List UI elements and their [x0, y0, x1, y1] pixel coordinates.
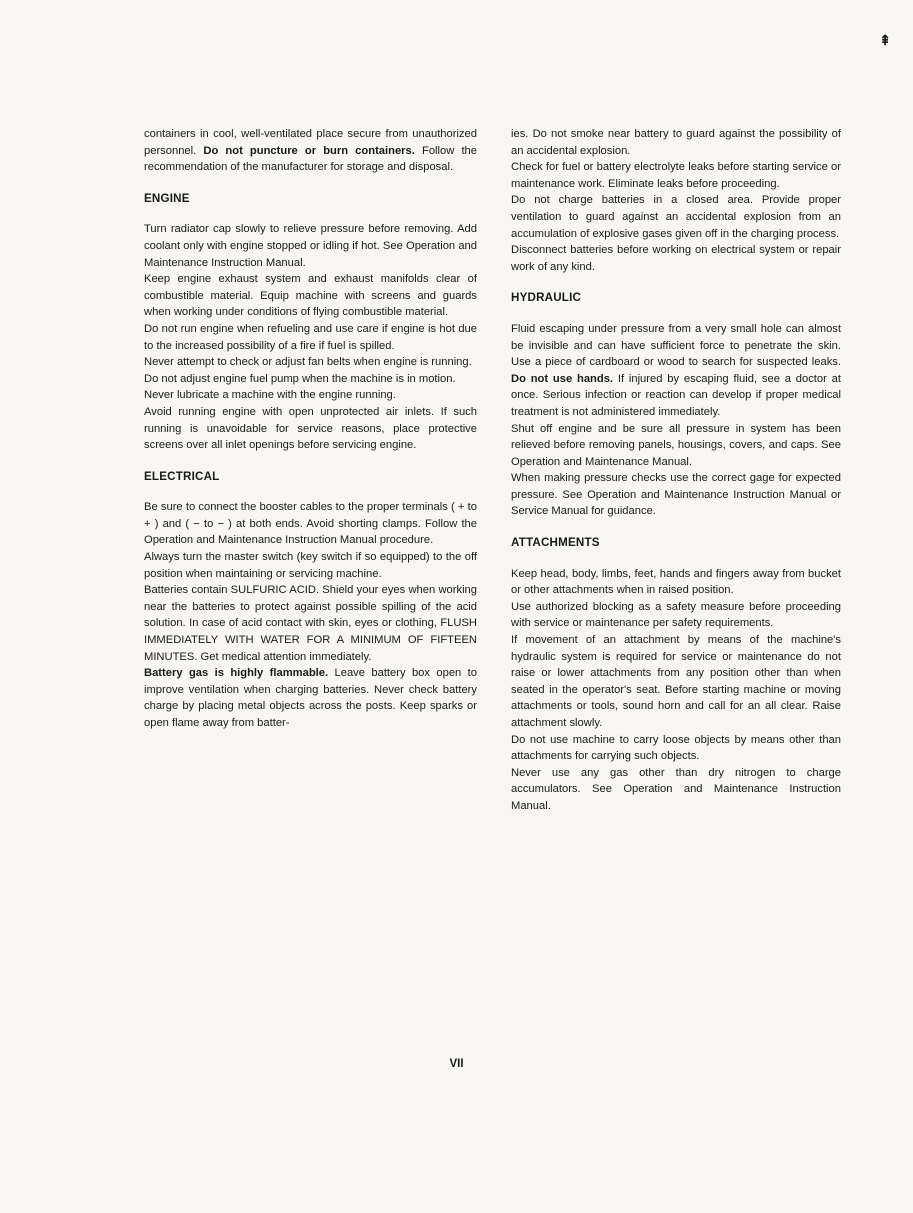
battery-gas-warning: Battery gas is highly flammable. — [144, 667, 329, 680]
engine-paragraph: Turn radiator cap slowly to relieve pressure before removing. Add coolant only with engine stopped or idling if hot. See Operation and Maintenance Instruction Manual. — [144, 223, 477, 269]
hydraulic-heading: HYDRAULIC — [511, 291, 582, 305]
engine-paragraph: Never attempt to check or adjust fan belts when engine is running. — [144, 356, 472, 369]
intro-warning: Do not puncture or burn containers. — [203, 144, 415, 157]
battery-gas-text: Leave battery box open to improve ventilation when charging batteries. Never check battery charge by placing metal objects across the posts. Keep sparks or open flame away from batter- — [144, 667, 477, 729]
engine-paragraph: Avoid running engine with open unprotected air inlets. If such running is unavoidable for service reasons, place protective screens over all inlet openings before servicing engine. — [144, 405, 477, 452]
engine-paragraph: Do not run engine when refueling and use care if engine is hot due to the increased possibility of a fire if fuel is spilled. — [144, 322, 477, 352]
engine-heading: ENGINE — [144, 191, 190, 205]
attachments-heading: ATTACHMENTS — [511, 536, 600, 550]
hydraulic-paragraph: Shut off engine and be sure all pressure in system has been relieved before removing panels, housings, covers, and caps. See Operation and Maintenance Manual. — [511, 422, 841, 468]
attachments-paragraph: Do not use machine to carry loose objects by means other than attachments for carrying such objects. — [511, 733, 841, 763]
electrical-paragraph: Always turn the master switch (key switch if so equipped) to the off position when maintaining or servicing machine. — [144, 551, 477, 580]
hydraulic-text-b: If injured by escaping fluid, see a doctor at once. Serious infection or reaction can develop if proper medical treatment is not administered immediately. — [511, 372, 841, 418]
engine-paragraph: Keep engine exhaust system and exhaust manifolds clear of combustible material. Equip machine with screens and guards when working under conditions of flying combustible material. — [144, 273, 477, 319]
electrical-continued-paragraph: Do not charge batteries in a closed area. Provide proper ventilation to guard against an accidental explosion from an accumulation of explosive gases given off in the charging process. — [511, 194, 841, 240]
page-number: VII — [449, 1058, 464, 1070]
electrical-heading: ELECTRICAL — [144, 469, 220, 483]
intro-text-a: containers in cool, well-ventilated place secure from unauthorized personnel. — [144, 128, 477, 157]
battery-gas-paragraph — [144, 665, 477, 731]
attachments-paragraph: Keep head, body, limbs, feet, hands and fingers away from bucket or other attachments when in raised position. — [511, 567, 841, 597]
attachments-paragraph: Never use any gas other than dry nitrogen to charge accumulators. See Operation and Maintenance Instruction Manual. — [511, 766, 841, 812]
attachments-paragraph: Use authorized blocking as a safety measure before proceeding with service or maintenance per safety requirements. — [511, 600, 841, 630]
electrical-continued-paragraph: Check for fuel or battery electrolyte leaks before starting service or maintenance work. Eliminate leaks before proceeding. — [511, 161, 841, 190]
left-column — [144, 126, 477, 732]
engine-paragraph: Do not adjust engine fuel pump when the machine is in motion. — [144, 372, 456, 385]
electrical-continued-paragraph: Disconnect batteries before working on electrical system or repair work of any kind. — [511, 244, 841, 273]
attachments-paragraph: If movement of an attachment by means of the machine's hydraulic system is required for service or maintenance do not raise or lower attachments from any position other than when seated in the operator's seat. Before starting machine or moving attachments or tools, sound horn and call for an all clear. Raise attachment slowly. — [511, 634, 841, 729]
intro-text-b: Follow the recommendation of the manufacturer for storage and disposal. — [144, 144, 477, 174]
hydraulic-first-paragraph — [511, 321, 841, 421]
corner-mark: ⇞ — [879, 32, 891, 48]
electrical-paragraph: Be sure to connect the booster cables to the proper terminals ( + to + ) and ( − to − ) at both ends. Avoid shorting clamps. Follow the Operation and Maintenance Instruction Manual procedure. — [144, 501, 477, 547]
electrical-continued-paragraph: ies. Do not smoke near battery to guard against the possibility of an accidental explosion. — [511, 128, 841, 157]
hydraulic-warning: Do not use hands. — [511, 372, 614, 385]
hydraulic-paragraph: When making pressure checks use the correct gage for expected pressure. See Operation and Maintenance Instruction Manual or Service Manual for guidance. — [511, 472, 841, 518]
electrical-paragraph: Batteries contain SULFURIC ACID. Shield your eyes when working near the batteries to protect against possible spilling of the acid solution. In case of acid contact with skin, eyes or clothing, FLUSH IMMEDIATELY WITH WATER FOR A MINIMUM OF FIFTEEN MINUTES. Get medical attention immediately. — [144, 584, 477, 663]
engine-paragraph: Never lubricate a machine with the engine running. — [144, 389, 396, 402]
right-column — [511, 126, 841, 815]
hydraulic-text-a: Fluid escaping under pressure from a very small hole can almost be invisible and can have sufficient force to penetrate the skin. Use a piece of cardboard or wood to search for suspected leaks. — [511, 322, 841, 369]
intro-paragraph — [144, 126, 477, 176]
